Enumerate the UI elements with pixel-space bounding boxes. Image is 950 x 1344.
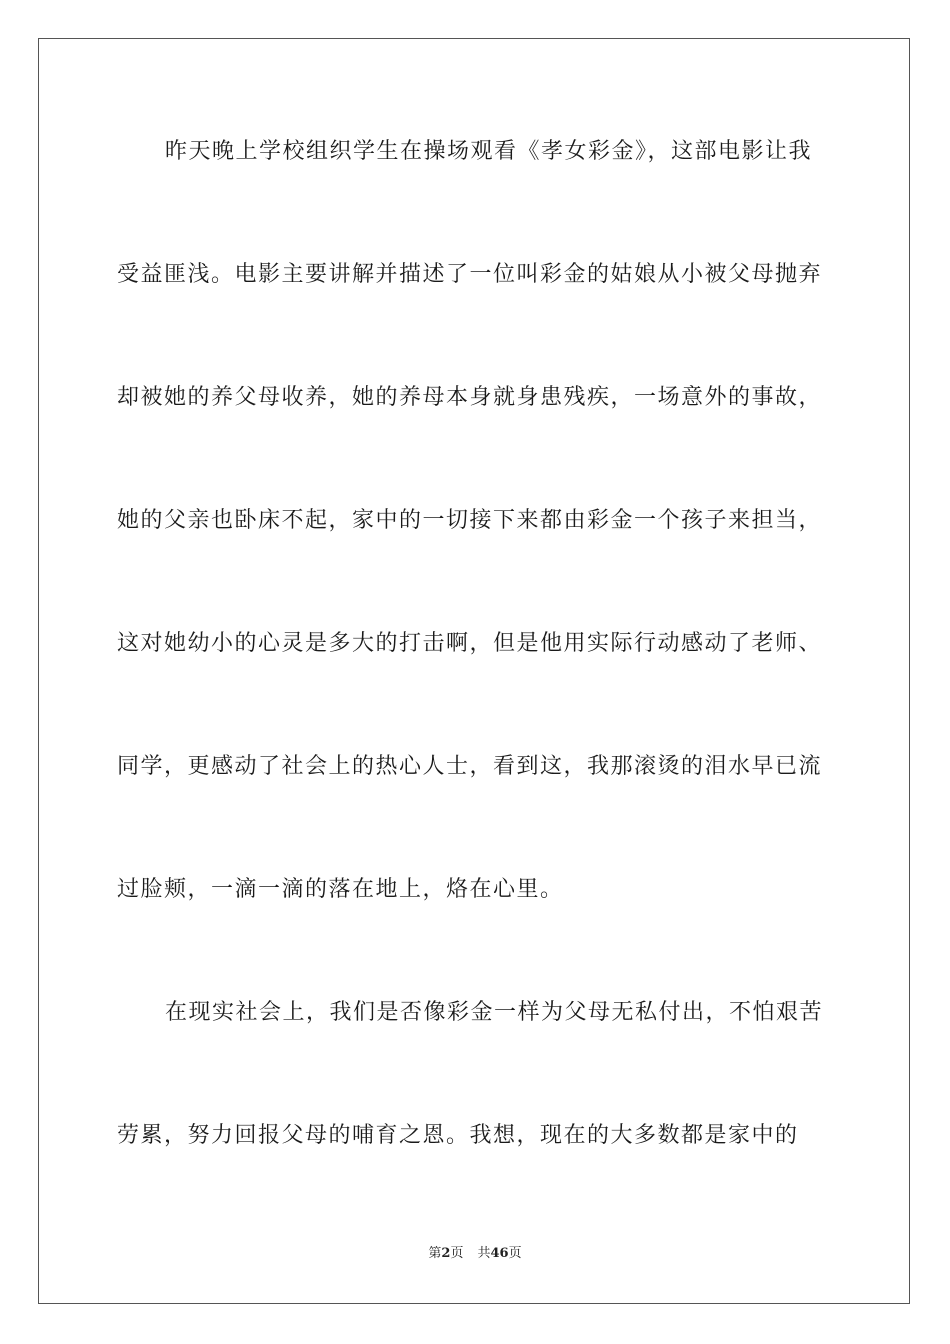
paragraph-1-line-7: 过脸颊，一滴一滴的落在地上，烙在心里。 <box>117 877 564 902</box>
paragraph-2-line-2: 劳累，努力回报父母的哺育之恩。我想，现在的大多数都是家中的 <box>117 1123 799 1148</box>
total-suffix: 页 <box>508 1246 522 1261</box>
paragraph-1-line-5: 这对她幼小的心灵是多大的打击啊，但是他用实际行动感动了老师、 <box>117 631 823 656</box>
paragraph-1-line-2: 受益匪浅。电影主要讲解并描述了一位叫彩金的姑娘从小被父母抛弃 <box>117 262 823 287</box>
total-pages: 46 <box>490 1246 509 1261</box>
paragraph-1-line-4: 她的父亲也卧床不起，家中的一切接下来都由彩金一个孩子来担当， <box>117 508 823 533</box>
page-suffix: 页 <box>450 1246 464 1261</box>
page-border <box>38 38 910 1304</box>
paragraph-1-line-3: 却被她的养父母收养，她的养母本身就身患残疾，一场意外的事故， <box>117 385 823 410</box>
total-prefix: 共 <box>477 1246 491 1261</box>
page-number: 2 <box>441 1246 451 1261</box>
paragraph-1-line-1: 昨天晚上学校组织学生在操场观看《孝女彩金》，这部电影让我 <box>165 139 813 164</box>
page-prefix: 第 <box>428 1246 442 1261</box>
paragraph-1-line-6: 同学，更感动了社会上的热心人士，看到这，我那滚烫的泪水早已流 <box>117 754 823 779</box>
page-footer <box>0 1246 950 1262</box>
paragraph-2-line-1: 在现实社会上，我们是否像彩金一样为父母无私付出，不怕艰苦 <box>165 1000 824 1025</box>
